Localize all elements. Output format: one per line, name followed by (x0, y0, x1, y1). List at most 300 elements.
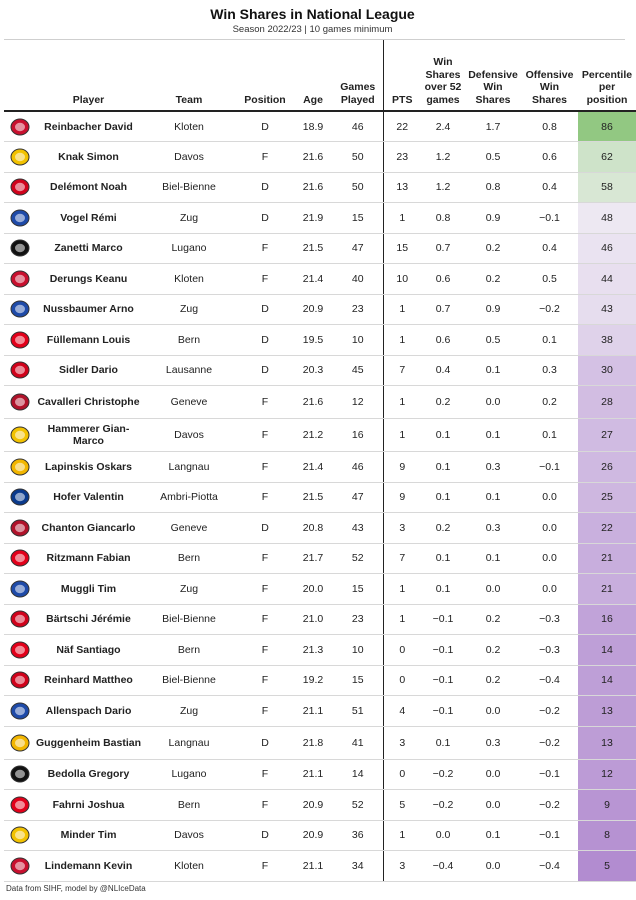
points: 1 (383, 294, 421, 325)
percentile-cell: 44 (578, 264, 636, 295)
team-name: Zug (141, 294, 237, 325)
games-played: 16 (333, 419, 383, 452)
percentile-cell: 16 (578, 604, 636, 635)
offensive-ws: −0.2 (521, 294, 578, 325)
player-name: Zanetti Marco (36, 233, 141, 264)
team-name: Geneve (141, 386, 237, 419)
percentile-cell: 27 (578, 419, 636, 452)
age: 21.4 (293, 264, 333, 295)
points: 1 (383, 386, 421, 419)
position: F (237, 233, 293, 264)
player-name: Näf Santiago (36, 635, 141, 666)
position: F (237, 142, 293, 173)
percentile-cell: 21 (578, 574, 636, 605)
age: 20.9 (293, 820, 333, 851)
ws52: 0.1 (421, 726, 465, 759)
player-name: Sidler Dario (36, 355, 141, 386)
table-row (4, 726, 636, 759)
age: 21.6 (293, 386, 333, 419)
header-row (4, 40, 636, 111)
player-name: Minder Tim (36, 820, 141, 851)
points: 7 (383, 543, 421, 574)
player-name: Delémont Noah (36, 172, 141, 203)
header-team: Team (175, 93, 203, 106)
team-logo-icon (4, 543, 36, 574)
table-row (4, 759, 636, 790)
ws52: −0.4 (421, 851, 465, 882)
ws52: 0.1 (421, 452, 465, 483)
games-played: 40 (333, 264, 383, 295)
table-row (4, 482, 636, 513)
points: 23 (383, 142, 421, 173)
points: 4 (383, 696, 421, 727)
ws52: 0.1 (421, 419, 465, 452)
team-logo-icon (4, 203, 36, 234)
age: 21.8 (293, 726, 333, 759)
points: 3 (383, 851, 421, 882)
position: F (237, 482, 293, 513)
defensive-ws: 0.3 (465, 513, 521, 544)
offensive-ws: 0.2 (521, 386, 578, 419)
team-logo-icon (4, 386, 36, 419)
team-name: Biel-Bienne (141, 604, 237, 635)
offensive-ws: 0.1 (521, 325, 578, 356)
win-shares-table (4, 40, 636, 882)
defensive-ws: 1.7 (465, 111, 521, 142)
position: F (237, 696, 293, 727)
position: F (237, 386, 293, 419)
points: 1 (383, 820, 421, 851)
percentile-cell: 28 (578, 386, 636, 419)
age: 19.5 (293, 325, 333, 356)
percentile-cell: 43 (578, 294, 636, 325)
offensive-ws: −0.1 (521, 759, 578, 790)
percentile-cell: 8 (578, 820, 636, 851)
footer-source: Data from SIHF, model by @NLIceData (6, 884, 146, 893)
header-player: Player (72, 93, 105, 106)
ws52: −0.1 (421, 696, 465, 727)
age: 21.3 (293, 635, 333, 666)
ws52: 0.4 (421, 355, 465, 386)
header-ows: Offensive Win Shares (525, 68, 574, 106)
defensive-ws: 0.0 (465, 759, 521, 790)
team-logo-icon (4, 790, 36, 821)
percentile-cell: 14 (578, 635, 636, 666)
table-row (4, 419, 636, 452)
games-played: 14 (333, 759, 383, 790)
percentile-cell: 58 (578, 172, 636, 203)
table-row (4, 452, 636, 483)
points: 0 (383, 635, 421, 666)
table-row (4, 574, 636, 605)
points: 7 (383, 355, 421, 386)
games-played: 10 (333, 635, 383, 666)
table-row (4, 635, 636, 666)
age: 21.1 (293, 759, 333, 790)
player-name: Nussbaumer Arno (36, 294, 141, 325)
age: 20.0 (293, 574, 333, 605)
age: 21.1 (293, 851, 333, 882)
offensive-ws: −0.2 (521, 696, 578, 727)
position: D (237, 513, 293, 544)
team-name: Bern (141, 635, 237, 666)
player-name: Lindemann Kevin (36, 851, 141, 882)
player-name: Chanton Giancarlo (36, 513, 141, 544)
defensive-ws: 0.0 (465, 851, 521, 882)
player-name: Vogel Rémi (36, 203, 141, 234)
team-logo-icon (4, 355, 36, 386)
age: 21.0 (293, 604, 333, 635)
position: F (237, 665, 293, 696)
games-played: 15 (333, 203, 383, 234)
percentile-cell: 22 (578, 513, 636, 544)
games-played: 46 (333, 111, 383, 142)
percentile-cell: 48 (578, 203, 636, 234)
points: 3 (383, 513, 421, 544)
table-row (4, 851, 636, 882)
percentile-cell: 30 (578, 355, 636, 386)
team-name: Lugano (141, 233, 237, 264)
offensive-ws: 0.6 (521, 142, 578, 173)
team-logo-icon (4, 233, 36, 264)
header-logo (4, 40, 36, 111)
games-played: 51 (333, 696, 383, 727)
defensive-ws: 0.1 (465, 543, 521, 574)
defensive-ws: 0.9 (465, 294, 521, 325)
table-row (4, 543, 636, 574)
table-row (4, 264, 636, 295)
table-row (4, 665, 636, 696)
team-name: Bern (141, 325, 237, 356)
position: F (237, 635, 293, 666)
age: 21.4 (293, 452, 333, 483)
games-played: 43 (333, 513, 383, 544)
ws52: 1.2 (421, 172, 465, 203)
ws52: 0.7 (421, 294, 465, 325)
team-name: Bern (141, 790, 237, 821)
percentile-cell: 25 (578, 482, 636, 513)
ws52: 0.8 (421, 203, 465, 234)
defensive-ws: 0.0 (465, 790, 521, 821)
team-logo-icon (4, 574, 36, 605)
offensive-ws: −0.4 (521, 851, 578, 882)
percentile-cell: 21 (578, 543, 636, 574)
position: D (237, 172, 293, 203)
team-name: Geneve (141, 513, 237, 544)
ws52: −0.1 (421, 604, 465, 635)
age: 20.9 (293, 790, 333, 821)
team-name: Zug (141, 574, 237, 605)
age: 20.8 (293, 513, 333, 544)
position: D (237, 111, 293, 142)
position: F (237, 543, 293, 574)
points: 3 (383, 726, 421, 759)
team-logo-icon (4, 325, 36, 356)
position: D (237, 820, 293, 851)
table-row (4, 142, 636, 173)
age: 21.7 (293, 543, 333, 574)
ws52: −0.1 (421, 665, 465, 696)
player-name: Bedolla Gregory (36, 759, 141, 790)
age: 21.1 (293, 696, 333, 727)
ws52: −0.2 (421, 759, 465, 790)
team-logo-icon (4, 851, 36, 882)
age: 21.2 (293, 419, 333, 452)
points: 0 (383, 759, 421, 790)
age: 18.9 (293, 111, 333, 142)
team-logo-icon (4, 294, 36, 325)
offensive-ws: 0.0 (521, 574, 578, 605)
age: 21.6 (293, 142, 333, 173)
position: F (237, 790, 293, 821)
table-row (4, 696, 636, 727)
team-name: Davos (141, 820, 237, 851)
position: F (237, 574, 293, 605)
header-ws52: Win Shares over 52 games (424, 56, 462, 106)
games-played: 15 (333, 574, 383, 605)
points: 9 (383, 482, 421, 513)
table-row (4, 513, 636, 544)
team-name: Zug (141, 696, 237, 727)
team-name: Davos (141, 419, 237, 452)
defensive-ws: 0.5 (465, 325, 521, 356)
age: 21.5 (293, 482, 333, 513)
player-name: Derungs Keanu (36, 264, 141, 295)
points: 5 (383, 790, 421, 821)
defensive-ws: 0.8 (465, 172, 521, 203)
age: 20.3 (293, 355, 333, 386)
defensive-ws: 0.0 (465, 386, 521, 419)
table-row (4, 111, 636, 142)
player-name: Fahrni Joshua (36, 790, 141, 821)
offensive-ws: 0.8 (521, 111, 578, 142)
table-row (4, 386, 636, 419)
games-played: 41 (333, 726, 383, 759)
defensive-ws: 0.5 (465, 142, 521, 173)
table-row (4, 325, 636, 356)
team-name: Kloten (141, 264, 237, 295)
offensive-ws: −0.2 (521, 790, 578, 821)
team-name: Langnau (141, 452, 237, 483)
defensive-ws: 0.0 (465, 696, 521, 727)
player-name: Allenspach Dario (36, 696, 141, 727)
points: 1 (383, 203, 421, 234)
points: 15 (383, 233, 421, 264)
position: F (237, 264, 293, 295)
points: 22 (383, 111, 421, 142)
ws52: 0.6 (421, 325, 465, 356)
offensive-ws: −0.3 (521, 635, 578, 666)
table-row (4, 355, 636, 386)
header-games-played: Games Played (333, 40, 383, 111)
games-played: 15 (333, 665, 383, 696)
percentile-cell: 12 (578, 759, 636, 790)
position: F (237, 452, 293, 483)
team-name: Biel-Bienne (141, 172, 237, 203)
percentile-cell: 14 (578, 665, 636, 696)
ws52: 0.7 (421, 233, 465, 264)
ws52: 0.6 (421, 264, 465, 295)
header-pts: PTS (392, 93, 413, 106)
percentile-cell: 26 (578, 452, 636, 483)
games-played: 10 (333, 325, 383, 356)
points: 10 (383, 264, 421, 295)
points: 1 (383, 574, 421, 605)
player-name: Reinhard Mattheo (36, 665, 141, 696)
table-body (4, 111, 636, 881)
offensive-ws: 0.4 (521, 233, 578, 264)
team-name: Kloten (141, 851, 237, 882)
team-name: Biel-Bienne (141, 665, 237, 696)
points: 9 (383, 452, 421, 483)
position: F (237, 604, 293, 635)
ws52: 2.4 (421, 111, 465, 142)
games-played: 46 (333, 452, 383, 483)
position: D (237, 726, 293, 759)
team-logo-icon (4, 452, 36, 483)
team-logo-icon (4, 264, 36, 295)
percentile-cell: 46 (578, 233, 636, 264)
percentile-cell: 38 (578, 325, 636, 356)
games-played: 45 (333, 355, 383, 386)
table-row (4, 604, 636, 635)
ws52: −0.2 (421, 790, 465, 821)
player-name: Hammerer Gian-Marco (36, 419, 141, 452)
offensive-ws: −0.2 (521, 726, 578, 759)
ws52: 0.2 (421, 513, 465, 544)
defensive-ws: 0.1 (465, 355, 521, 386)
player-name: Füllemann Louis (36, 325, 141, 356)
defensive-ws: 0.2 (465, 665, 521, 696)
player-name: Bärtschi Jérémie (36, 604, 141, 635)
player-name: Cavalleri Christophe (36, 386, 141, 419)
defensive-ws: 0.0 (465, 574, 521, 605)
player-name: Guggenheim Bastian (36, 726, 141, 759)
age: 21.6 (293, 172, 333, 203)
percentile-cell: 86 (578, 111, 636, 142)
ws52: 0.1 (421, 543, 465, 574)
ws52: 1.2 (421, 142, 465, 173)
position: F (237, 851, 293, 882)
team-logo-icon (4, 513, 36, 544)
team-logo-icon (4, 142, 36, 173)
table-row (4, 790, 636, 821)
offensive-ws: −0.1 (521, 203, 578, 234)
player-name: Hofer Valentin (36, 482, 141, 513)
player-name: Muggli Tim (36, 574, 141, 605)
percentile-cell: 62 (578, 142, 636, 173)
percentile-cell: 13 (578, 726, 636, 759)
team-name: Lausanne (141, 355, 237, 386)
defensive-ws: 0.1 (465, 820, 521, 851)
team-logo-icon (4, 820, 36, 851)
games-played: 34 (333, 851, 383, 882)
table-row (4, 294, 636, 325)
age: 20.9 (293, 294, 333, 325)
points: 0 (383, 665, 421, 696)
position: D (237, 355, 293, 386)
team-name: Kloten (141, 111, 237, 142)
header-age: Age (303, 93, 323, 106)
age: 21.5 (293, 233, 333, 264)
age: 21.9 (293, 203, 333, 234)
age: 19.2 (293, 665, 333, 696)
ws52: 0.1 (421, 574, 465, 605)
points: 1 (383, 419, 421, 452)
table-row (4, 172, 636, 203)
position: D (237, 325, 293, 356)
games-played: 47 (333, 233, 383, 264)
player-name: Lapinskis Oskars (36, 452, 141, 483)
ws52: 0.2 (421, 386, 465, 419)
defensive-ws: 0.1 (465, 419, 521, 452)
player-name: Reinbacher David (36, 111, 141, 142)
team-logo-icon (4, 696, 36, 727)
player-name: Ritzmann Fabian (36, 543, 141, 574)
defensive-ws: 0.2 (465, 604, 521, 635)
games-played: 12 (333, 386, 383, 419)
team-logo-icon (4, 635, 36, 666)
games-played: 36 (333, 820, 383, 851)
team-logo-icon (4, 759, 36, 790)
defensive-ws: 0.2 (465, 233, 521, 264)
games-played: 52 (333, 790, 383, 821)
points: 1 (383, 325, 421, 356)
team-name: Ambri-Piotta (141, 482, 237, 513)
defensive-ws: 0.9 (465, 203, 521, 234)
player-name: Knak Simon (36, 142, 141, 173)
percentile-cell: 5 (578, 851, 636, 882)
offensive-ws: −0.4 (521, 665, 578, 696)
team-name: Lugano (141, 759, 237, 790)
offensive-ws: 0.0 (521, 513, 578, 544)
offensive-ws: −0.1 (521, 452, 578, 483)
defensive-ws: 0.2 (465, 635, 521, 666)
team-name: Davos (141, 142, 237, 173)
games-played: 50 (333, 172, 383, 203)
team-logo-icon (4, 482, 36, 513)
team-logo-icon (4, 665, 36, 696)
table-row (4, 820, 636, 851)
team-logo-icon (4, 419, 36, 452)
ws52: 0.0 (421, 820, 465, 851)
team-logo-icon (4, 604, 36, 635)
games-played: 23 (333, 604, 383, 635)
percentile-cell: 9 (578, 790, 636, 821)
table-row (4, 203, 636, 234)
offensive-ws: −0.3 (521, 604, 578, 635)
team-name: Langnau (141, 726, 237, 759)
team-name: Bern (141, 543, 237, 574)
games-played: 50 (333, 142, 383, 173)
defensive-ws: 0.3 (465, 452, 521, 483)
defensive-ws: 0.2 (465, 264, 521, 295)
defensive-ws: 0.1 (465, 482, 521, 513)
header-dws: Defensive Win Shares (468, 68, 518, 106)
offensive-ws: 0.1 (521, 419, 578, 452)
offensive-ws: 0.3 (521, 355, 578, 386)
position: D (237, 294, 293, 325)
table-row (4, 233, 636, 264)
offensive-ws: 0.0 (521, 543, 578, 574)
games-played: 52 (333, 543, 383, 574)
chart-title: Win Shares in National League (210, 6, 415, 22)
header-percentile: Percentile per position (581, 68, 633, 106)
games-played: 23 (333, 294, 383, 325)
games-played: 47 (333, 482, 383, 513)
team-logo-icon (4, 172, 36, 203)
ws52: 0.1 (421, 482, 465, 513)
